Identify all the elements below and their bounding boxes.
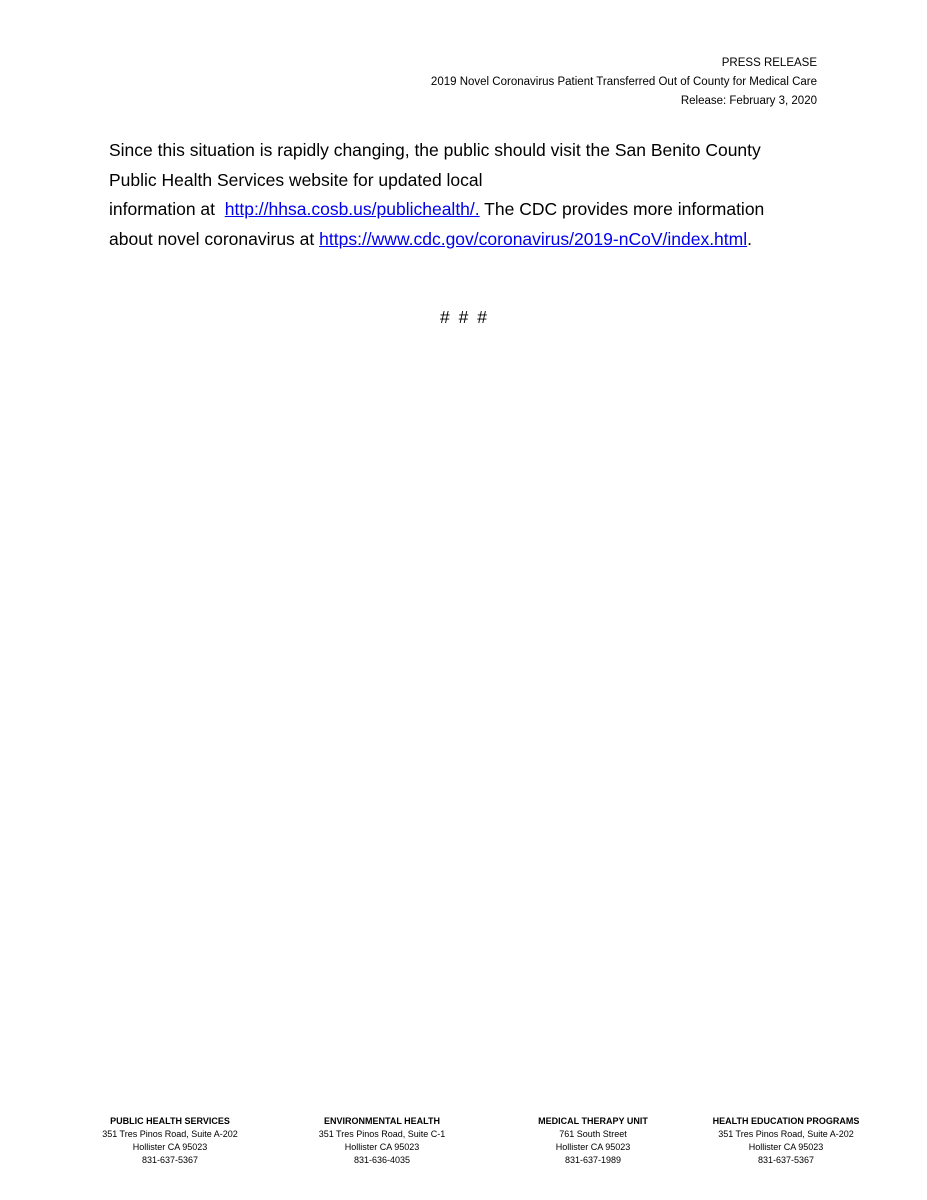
cdc-link[interactable]: https://www.cdc.gov/coronavirus/2019-nCoV/index.html <box>319 228 748 249</box>
body-paragraph <box>109 136 829 254</box>
footer-department-name: HEALTH EDUCATION PROGRAMS <box>712 1116 860 1126</box>
body-line-3 <box>109 195 829 225</box>
body-line-4-prefix: about novel coronavirus at <box>109 228 320 249</box>
footer-address: 351 Tres Pinos Road, Suite A-202 <box>102 1129 238 1139</box>
footer-column-environmental-health <box>282 1115 482 1167</box>
footer-column-medical-therapy <box>493 1115 693 1167</box>
end-mark: # # # <box>440 307 487 327</box>
body-line-2: Public Health Services website for updated local <box>109 169 483 190</box>
footer-address: 761 South Street <box>559 1129 627 1139</box>
body-line-1: Since this situation is rapidly changing, the public should visit the San Benito County <box>109 140 761 160</box>
footer-phone: 831-636-4035 <box>353 1155 411 1165</box>
body-line-3-suffix: The CDC provides more information <box>479 199 765 219</box>
footer-phone: 831-637-5367 <box>141 1155 199 1165</box>
footer-city: Hollister CA 95023 <box>132 1142 208 1152</box>
footer-column-health-education <box>686 1115 886 1167</box>
header-label: PRESS RELEASE <box>721 57 817 69</box>
body-line-4 <box>109 225 829 255</box>
footer-column-public-health <box>70 1115 270 1167</box>
footer-address: 351 Tres Pinos Road, Suite A-202 <box>718 1129 854 1139</box>
footer-city: Hollister CA 95023 <box>555 1142 631 1152</box>
header-subject: 2019 Novel Coronavirus Patient Transferred Out of County for Medical Care <box>430 76 817 88</box>
county-health-link[interactable]: http://hhsa.cosb.us/publichealth/. <box>224 199 480 219</box>
footer-city: Hollister CA 95023 <box>748 1142 824 1152</box>
footer-phone: 831-637-5367 <box>757 1155 815 1165</box>
footer-phone: 831-637-1989 <box>564 1155 622 1165</box>
press-release-header <box>431 54 817 111</box>
footer-department-name: ENVIRONMENTAL HEALTH <box>324 1116 440 1126</box>
footer-address: 351 Tres Pinos Road, Suite C-1 <box>318 1129 446 1139</box>
footer-department-name: MEDICAL THERAPY UNIT <box>538 1116 648 1126</box>
footer-department-name: PUBLIC HEALTH SERVICES <box>110 1116 230 1126</box>
body-line-3-prefix: information at <box>109 199 225 219</box>
footer-city: Hollister CA 95023 <box>344 1142 420 1152</box>
header-release-date: Release: February 3, 2020 <box>680 95 817 107</box>
body-line-4-suffix: . <box>747 228 752 249</box>
